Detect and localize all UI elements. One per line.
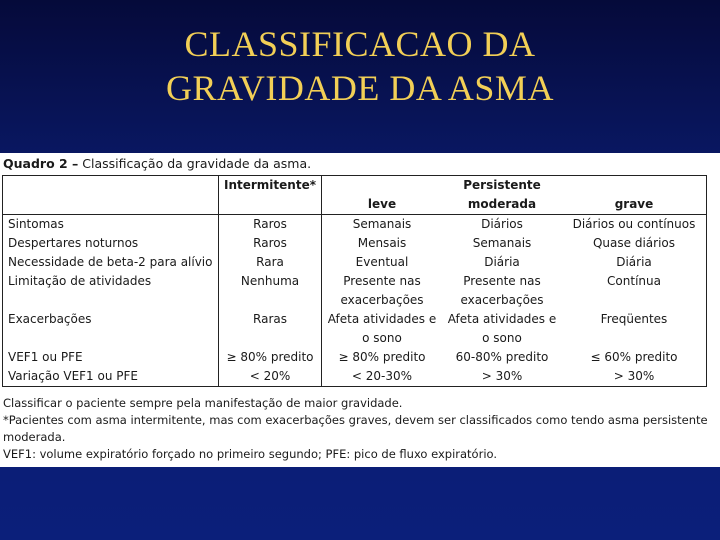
cell-intermitente: Rara bbox=[219, 253, 322, 272]
table-row bbox=[3, 253, 707, 272]
table-notes bbox=[3, 395, 708, 463]
table-row bbox=[3, 310, 707, 348]
cell-leve: Presente nas exacerbações bbox=[340, 274, 424, 307]
cell-intermitente: ≥ 80% predito bbox=[219, 348, 322, 367]
cell-intermitente: < 20% bbox=[219, 367, 322, 387]
cell-grave: Contínua bbox=[607, 274, 661, 288]
header-row-1 bbox=[3, 176, 707, 196]
table-row bbox=[3, 348, 707, 367]
header-row-2 bbox=[3, 195, 707, 215]
table-row bbox=[3, 272, 707, 310]
title-line-2: GRAVIDADE DA ASMA bbox=[166, 68, 554, 108]
cell-moderada: Diários bbox=[442, 215, 562, 235]
cell-grave: Diária bbox=[616, 255, 652, 269]
note-2: *Pacientes com asma intermitente, mas com exacerbações graves, devem ser classificados como tendo asma persistente moderada. bbox=[3, 413, 708, 444]
cell-moderada: Diária bbox=[484, 255, 520, 269]
title-line-1: CLASSIFICACAO DA bbox=[184, 24, 536, 64]
header-intermitente: Intermitente* bbox=[219, 176, 322, 196]
severity-table bbox=[2, 175, 707, 387]
cell-leve: Afeta atividades e o sono bbox=[327, 312, 437, 345]
caption-text: Classificação da gravidade da asma. bbox=[78, 156, 312, 171]
header-persistente: Persistente bbox=[463, 178, 541, 192]
row-label: Despertares noturnos bbox=[8, 236, 139, 250]
cell-moderada: Afeta atividades e o sono bbox=[447, 312, 557, 345]
row-label: Limitação de atividades bbox=[8, 274, 152, 288]
cell-moderada: > 30% bbox=[481, 369, 523, 383]
note-3: VEF1: volume expiratório forçado no primeiro segundo; PFE: pico de fluxo expiratório. bbox=[3, 447, 498, 461]
cell-intermitente: Raras bbox=[219, 310, 322, 348]
cell-leve: < 20-30% bbox=[351, 369, 413, 383]
row-label: Variação VEF1 ou PFE bbox=[8, 369, 138, 383]
table-caption bbox=[3, 156, 311, 172]
row-label: Exacerbações bbox=[8, 312, 92, 326]
cell-leve: Mensais bbox=[357, 236, 407, 250]
table-panel bbox=[0, 153, 720, 467]
cell-intermitente: Raros bbox=[219, 234, 322, 253]
row-label: VEF1 ou PFE bbox=[8, 350, 83, 364]
cell-grave: Diários ou contínuos bbox=[562, 215, 707, 235]
cell-leve: ≥ 80% predito bbox=[338, 350, 426, 364]
cell-grave: Quase diários bbox=[592, 236, 676, 250]
table-row bbox=[3, 367, 707, 387]
cell-intermitente: Raros bbox=[219, 215, 322, 235]
cell-leve: Semanais bbox=[322, 215, 443, 235]
table-row bbox=[3, 215, 707, 235]
cell-intermitente: Nenhuma bbox=[219, 272, 322, 310]
cell-leve: Eventual bbox=[355, 255, 409, 269]
row-label: Necessidade de beta-2 para alívio bbox=[8, 255, 213, 269]
table-row bbox=[3, 234, 707, 253]
cell-grave: > 30% bbox=[613, 369, 655, 383]
header-grave: grave bbox=[614, 197, 654, 211]
cell-grave: Freqüentes bbox=[600, 312, 668, 326]
cell-grave: ≤ 60% predito bbox=[590, 350, 678, 364]
caption-label: Quadro 2 – bbox=[3, 156, 79, 171]
note-1: Classificar o paciente sempre pela manifestação de maior gravidade. bbox=[3, 396, 403, 410]
row-label: Sintomas bbox=[3, 215, 219, 235]
header-moderada: moderada bbox=[467, 197, 537, 211]
cell-moderada: Semanais bbox=[472, 236, 532, 250]
header-leve: leve bbox=[367, 197, 397, 211]
cell-moderada: Presente nas exacerbações bbox=[460, 274, 544, 307]
cell-moderada: 60-80% predito bbox=[455, 350, 549, 364]
slide-title bbox=[0, 22, 720, 110]
